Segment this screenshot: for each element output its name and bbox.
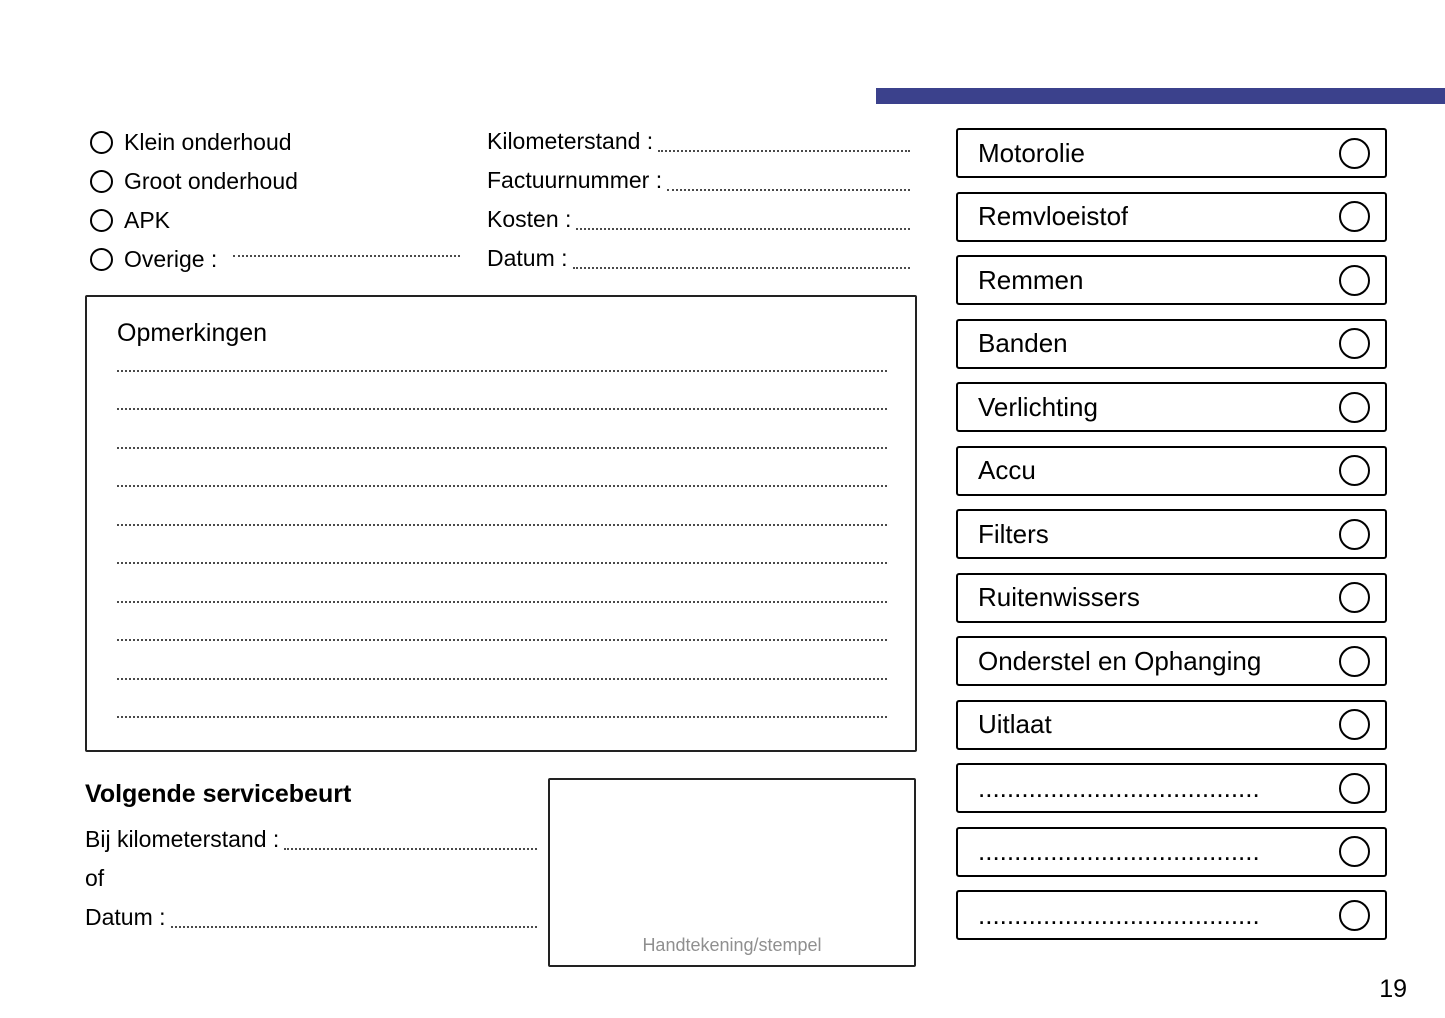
option-groot-onderhoud bbox=[90, 166, 460, 196]
dotted-fill-line bbox=[667, 189, 910, 191]
option-label: Overige : bbox=[124, 245, 218, 272]
check-circle-icon[interactable] bbox=[1339, 392, 1370, 423]
check-circle-icon[interactable] bbox=[1339, 773, 1370, 804]
option-klein-onderhoud bbox=[90, 127, 460, 157]
checklist-item-label: Verlichting bbox=[978, 391, 1098, 422]
page-number: 19 bbox=[1379, 975, 1407, 1003]
checklist-item-motorolie bbox=[956, 128, 1387, 178]
option-label: Groot onderhoud bbox=[124, 167, 298, 194]
check-circle-icon[interactable] bbox=[1339, 709, 1370, 740]
checklist-item-remvloeistof bbox=[956, 192, 1387, 242]
radio-circle-icon[interactable] bbox=[90, 248, 113, 271]
remarks-title: Opmerkingen bbox=[117, 319, 268, 347]
option-overige bbox=[90, 244, 460, 274]
option-label: APK bbox=[124, 206, 171, 233]
option-label: Klein onderhoud bbox=[124, 128, 292, 155]
field-label: Datum : bbox=[85, 904, 166, 930]
check-circle-icon[interactable] bbox=[1339, 328, 1370, 359]
remarks-lines bbox=[117, 333, 887, 718]
checklist-item-remmen bbox=[956, 255, 1387, 305]
checklist-item-label: Filters bbox=[978, 518, 1049, 549]
service-type-options bbox=[90, 127, 460, 274]
check-circle-icon[interactable] bbox=[1339, 836, 1370, 867]
checklist-item-label: Motorolie bbox=[978, 137, 1085, 168]
service-fields bbox=[487, 127, 910, 274]
check-circle-icon[interactable] bbox=[1339, 265, 1370, 296]
radio-circle-icon[interactable] bbox=[90, 170, 113, 193]
checklist-item-ruitenwissers bbox=[956, 573, 1387, 623]
dotted-write-line bbox=[117, 603, 887, 642]
signature-stamp-box bbox=[548, 778, 916, 967]
check-circle-icon[interactable] bbox=[1339, 646, 1370, 677]
dotted-fill-line bbox=[233, 255, 460, 257]
checklist-item-verlichting bbox=[956, 382, 1387, 432]
checklist-item-label: Ruitenwissers bbox=[978, 582, 1140, 612]
next-service-or-label: of bbox=[85, 865, 105, 891]
dotted-write-line bbox=[117, 410, 887, 449]
signature-label: Handtekening/stempel bbox=[642, 935, 822, 955]
check-circle-icon[interactable] bbox=[1339, 455, 1370, 486]
checklist-item-label: ....................................... bbox=[978, 836, 1260, 866]
checklist-item-label: Uitlaat bbox=[978, 709, 1052, 739]
field-label: Factuurnummer : bbox=[487, 167, 663, 193]
dotted-write-line bbox=[117, 449, 887, 488]
checklist-item-label: ....................................... bbox=[978, 899, 1260, 930]
dotted-write-line bbox=[117, 333, 887, 372]
checklist-item-onderstel-en-ophanging bbox=[956, 636, 1387, 686]
next-service-date-field bbox=[85, 903, 537, 933]
checklist-item-banden bbox=[956, 319, 1387, 369]
option-apk bbox=[90, 205, 460, 235]
checklist-item-accu bbox=[956, 446, 1387, 496]
checklist-item-filters bbox=[956, 509, 1387, 559]
checklist-item-label: ....................................... bbox=[978, 772, 1260, 803]
dotted-write-line bbox=[117, 487, 887, 526]
checklist-item-blank-2 bbox=[956, 827, 1387, 877]
dotted-fill-line bbox=[658, 150, 910, 152]
dotted-fill-line bbox=[576, 228, 910, 230]
radio-circle-icon[interactable] bbox=[90, 131, 113, 154]
maintenance-checklist bbox=[956, 128, 1387, 940]
checklist-item-label: Onderstel en Ophanging bbox=[978, 645, 1262, 676]
dotted-write-line bbox=[117, 372, 887, 411]
check-circle-icon[interactable] bbox=[1339, 900, 1370, 931]
checklist-item-label: Accu bbox=[978, 455, 1036, 485]
checklist-item-blank-3 bbox=[956, 890, 1387, 940]
dotted-fill-line bbox=[573, 267, 910, 269]
checklist-item-uitlaat bbox=[956, 700, 1387, 750]
checklist-item-label: Remmen bbox=[978, 264, 1084, 295]
next-service-km-field bbox=[85, 825, 537, 855]
field-factuurnummer bbox=[487, 166, 910, 196]
remarks-box bbox=[85, 295, 917, 752]
dotted-fill-line bbox=[171, 926, 537, 928]
field-kilometerstand bbox=[487, 127, 910, 157]
dotted-write-line bbox=[117, 526, 887, 565]
dotted-write-line bbox=[117, 564, 887, 603]
accent-bar bbox=[876, 88, 1445, 104]
check-circle-icon[interactable] bbox=[1339, 582, 1370, 613]
check-circle-icon[interactable] bbox=[1339, 201, 1370, 232]
dotted-write-line bbox=[117, 680, 887, 719]
field-kosten bbox=[487, 205, 910, 235]
next-service-section bbox=[85, 780, 537, 942]
check-circle-icon[interactable] bbox=[1339, 138, 1370, 169]
dotted-fill-line bbox=[284, 848, 537, 850]
checklist-item-blank-1 bbox=[956, 763, 1387, 813]
field-label: Datum : bbox=[487, 245, 568, 271]
field-datum bbox=[487, 244, 910, 274]
checklist-item-label: Banden bbox=[978, 328, 1068, 358]
field-label: Kosten : bbox=[487, 206, 572, 232]
checklist-item-label: Remvloeistof bbox=[978, 201, 1129, 231]
check-circle-icon[interactable] bbox=[1339, 519, 1370, 550]
next-service-title: Volgende servicebeurt bbox=[85, 780, 352, 808]
field-label: Kilometerstand : bbox=[487, 128, 654, 154]
dotted-write-line bbox=[117, 641, 887, 680]
field-label: Bij kilometerstand : bbox=[85, 826, 280, 852]
radio-circle-icon[interactable] bbox=[90, 209, 113, 232]
